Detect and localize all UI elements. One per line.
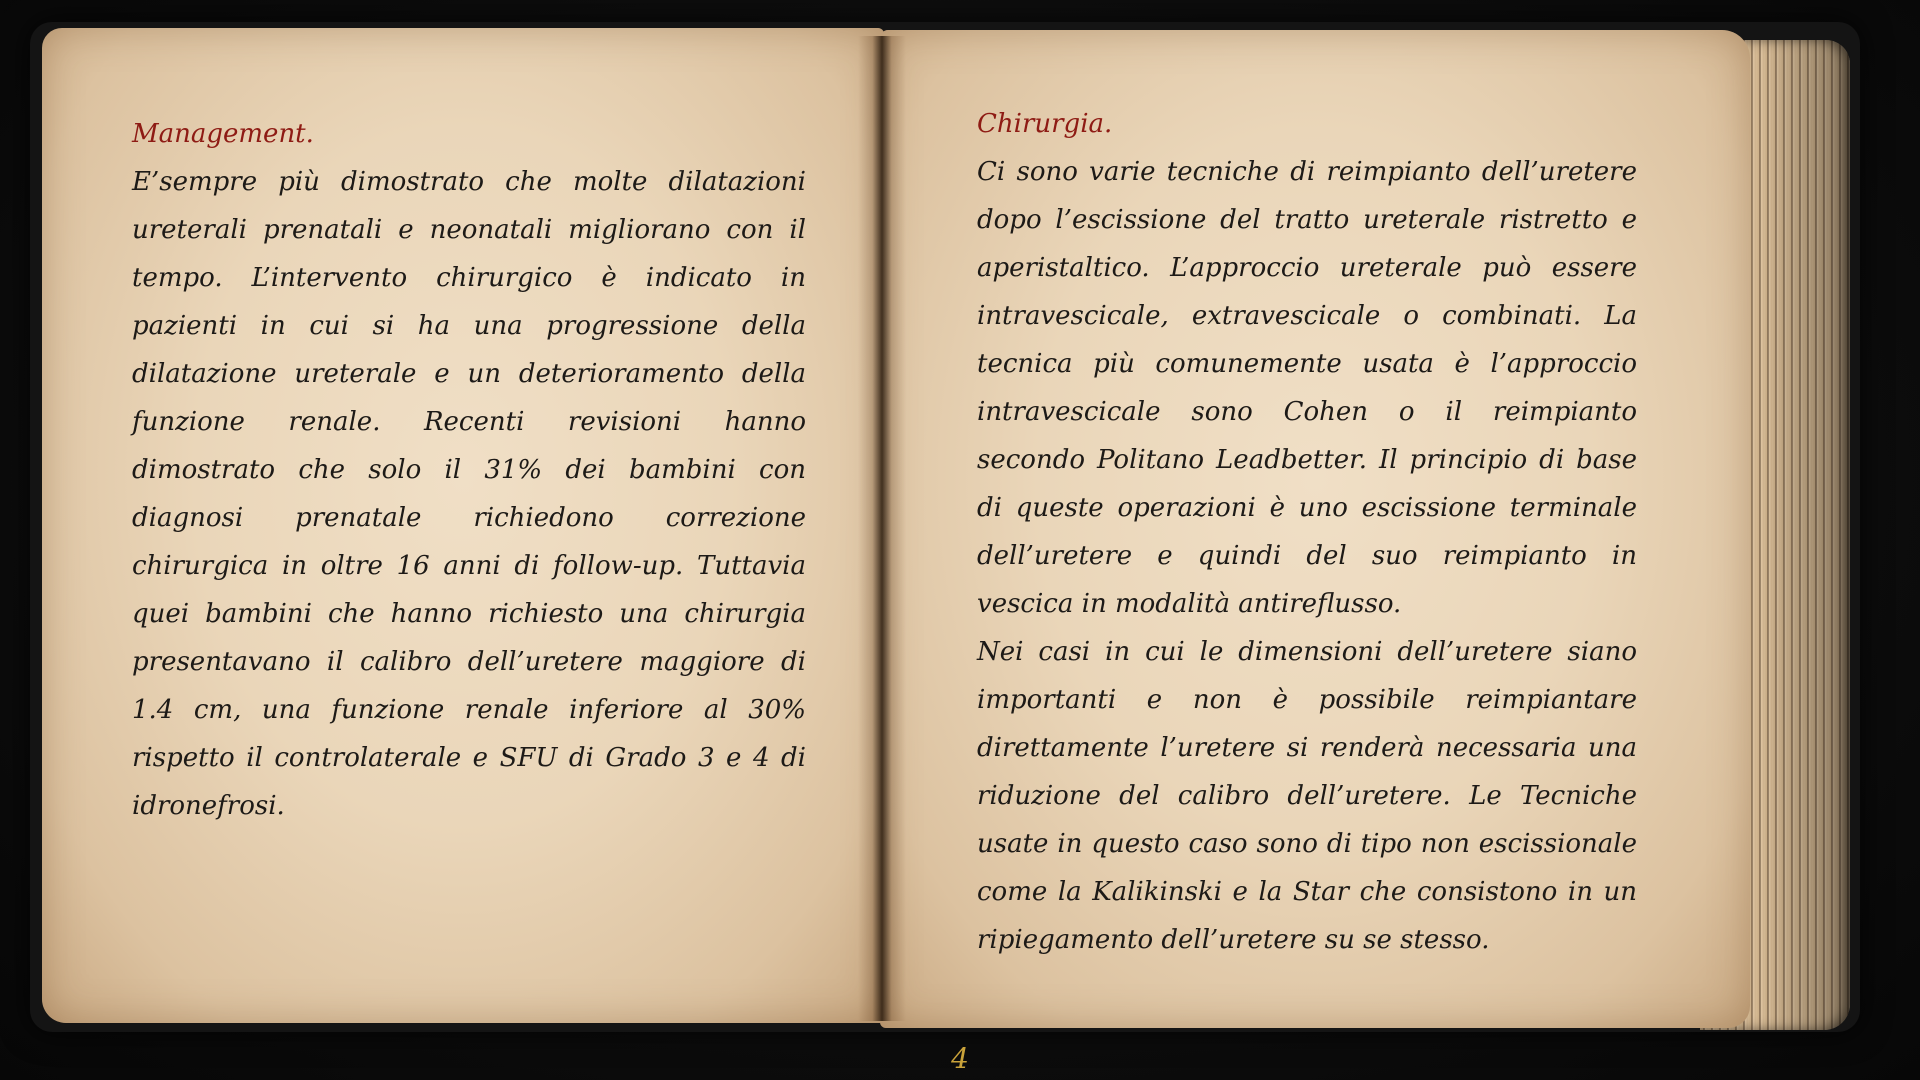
management-paragraph: E’sempre più dimostrato che molte dilatazioni ureterali prenatali e neonatali migliorano con il tempo. L’intervento chirurgico è indicato in pazienti in cui si ha una progressione della dilatazione ureterale e un deterioramento della funzione renale. Recenti revisioni hanno dimostrato che solo il 31% dei bambini con diagnosi prenatale richiedono correzione chirurgica in oltre 16 anni di follow-up. Tuttavia quei bambini che hanno richiesto una chirurgia presentavano il calibro dell’uretere maggiore di 1.4 cm, una funzione renale inferiore al 30% rispetto il controlaterale e SFU di Grado 3 e 4 di idronefrosi.: [132, 167, 806, 821]
chirurgia-paragraph-2: Nei casi in cui le dimensioni dell’uretere siano importanti e non è possibile reimpiantare direttamente l’uretere si renderà necessaria una riduzione del calibro dell’uretere. Le Tecniche usate in questo caso sono di tipo non escissionale come la Kalikinski e la Star che consistono in un ripiegamento dell’uretere su se stesso.: [977, 637, 1637, 955]
book-gutter: [858, 36, 906, 1021]
management-heading: Management.: [132, 119, 314, 149]
left-page-text: [132, 110, 806, 830]
page-number: 4: [951, 1042, 969, 1075]
chirurgia-heading: Chirurgia.: [977, 109, 1113, 139]
chirurgia-paragraph-1: Ci sono varie tecniche di reimpianto dell’uretere dopo l’escissione del tratto ureterale ristretto e aperistaltico. L’approccio ureterale può essere intravescicale, extravescicale o combinati. La tecnica più comunemente usata è l’approccio intravescicale sono Cohen o il reimpianto secondo Politano Leadbetter. Il principio di base di queste operazioni è uno escissione terminale dell’uretere e quindi del suo reimpianto in vescica in modalità antireflusso.: [977, 157, 1637, 619]
right-page-text: [977, 100, 1637, 964]
